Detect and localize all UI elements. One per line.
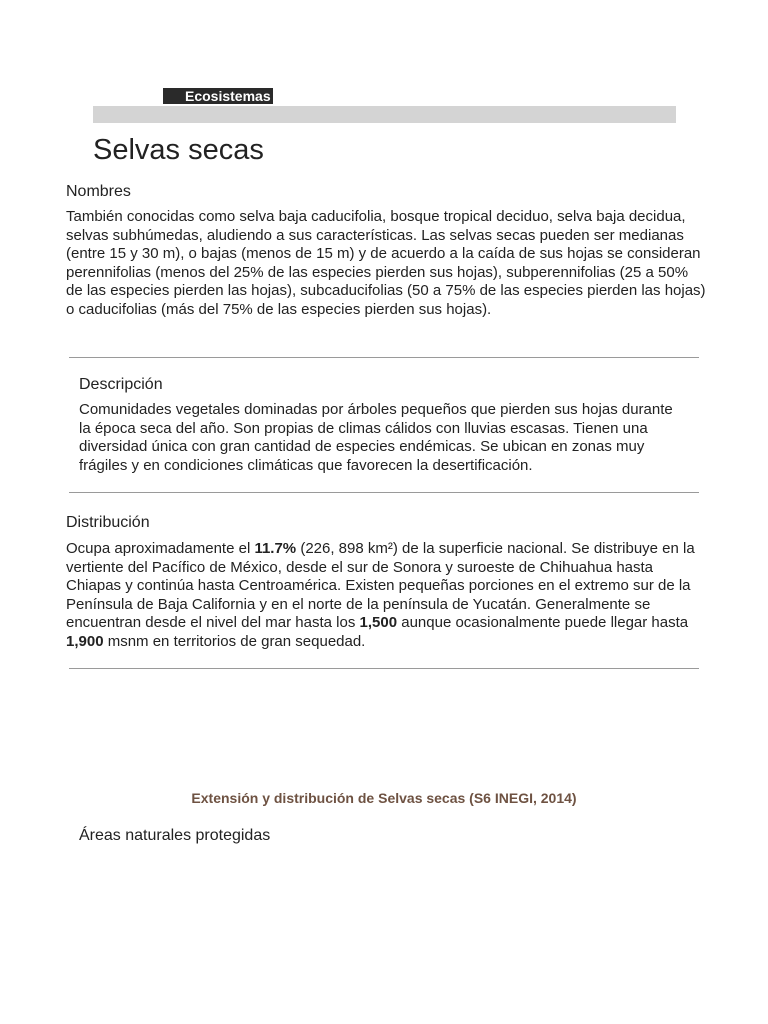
distribucion-text-2: (226, 898 km²) de la superficie nacional. Se distribuye en la vertiente del Pacífico de México, desde el sur de Sonora y suroeste de Chihuahua hasta Chiapas y continúa hasta Centroamérica. Existen pequeñas porciones en el extremo sur de la Península de Baja California y en el norte de la península de Yucatán. Generalmente se encuentran desde el nivel del mar hasta los	[66, 540, 695, 631]
distribucion-heading: Distribución	[66, 514, 150, 531]
nombres-paragraph: También conocidas como selva baja caducifolia, bosque tropical deciduo, selva baja decidua, selvas subhúmedas, aludiendo a sus características. Las selvas secas pueden ser medianas (entre 15 y 30 m), o bajas (menos de 15 m) y de acuerdo a la caída de sus hojas se consideran perennifolias (menos del 25% de las especies pierden sus hojas), subperennifolias (25 a 50% de las especies pierden las hojas), subcaducifolias (50 a 75% de las especies pierden las hojas) o caducifolias (más del 75% de las especies pierden sus hojas).	[66, 208, 706, 318]
distribucion-paragraph	[66, 540, 706, 651]
distribucion-text-3: aunque ocasionalmente puede llegar hasta	[397, 614, 689, 631]
figure-caption: Extensión y distribución de Selvas secas (S6 INEGI, 2014)	[191, 790, 577, 806]
category-tag: Ecosistemas	[163, 88, 273, 104]
descripcion-heading: Descripción	[79, 376, 163, 393]
distribucion-text-1: Ocupa aproximadamente el	[66, 540, 255, 557]
section-divider	[69, 492, 699, 493]
header-bar	[93, 106, 676, 123]
anp-heading: Áreas naturales protegidas	[79, 827, 271, 844]
section-divider	[69, 668, 699, 669]
distribucion-altitude-min: 1,500	[359, 614, 398, 631]
distribucion-text-4: msnm en territorios de gran sequedad.	[103, 632, 366, 650]
distribucion-percent: 11.7%	[254, 540, 297, 557]
nombres-heading: Nombres	[66, 183, 131, 200]
section-divider	[69, 357, 699, 358]
distribucion-altitude-max: 1,900	[66, 632, 104, 650]
page-title: Selvas secas	[93, 134, 264, 166]
descripcion-paragraph: Comunidades vegetales dominadas por árboles pequeños que pierden sus hojas durante la época seca del año. Son propias de climas cálidos con lluvias escasas. Tienen una diversidad única con gran cantidad de especies endémicas. Se ubican en zonas muy frágiles y en condiciones climáticas que favorecen la desertificación.	[79, 401, 673, 474]
